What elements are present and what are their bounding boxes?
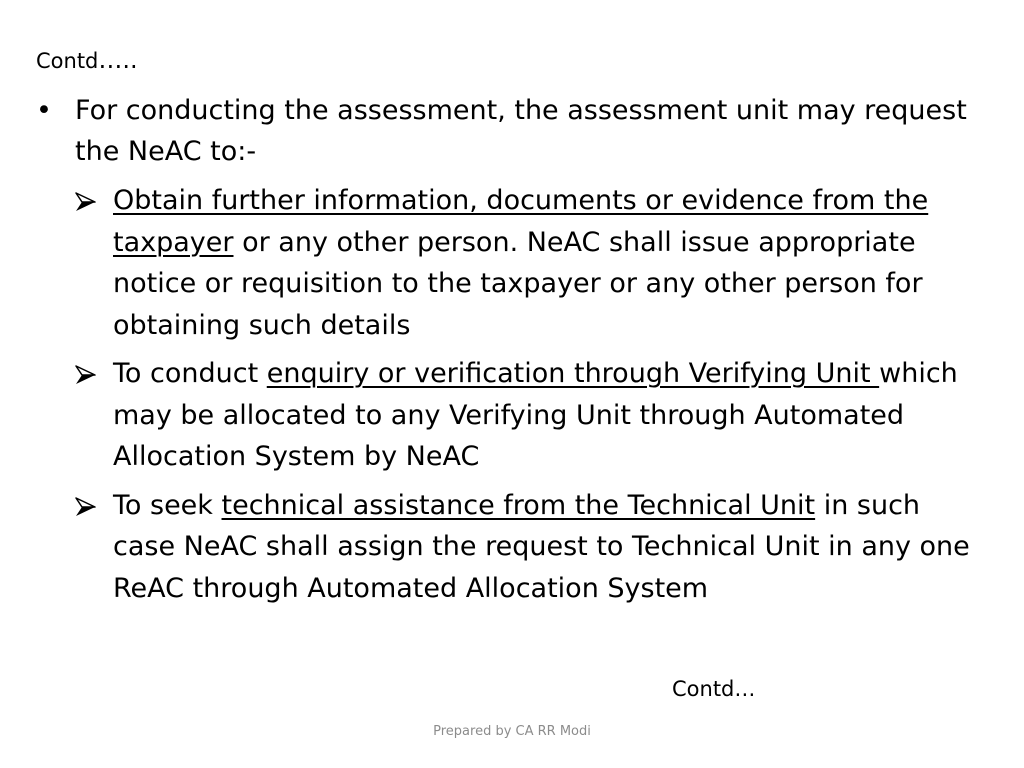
footer-credit: Prepared by CA RR Modi [433,724,591,739]
sub-bullet-item [74,180,984,346]
heading-text: Contd [36,49,99,73]
sub-bullet-underlined: Obtain further information, documents or evidence from the taxpayer [113,185,929,258]
heading-dots: ….. [98,46,138,74]
sub-bullet-underlined: enquiry or verification through Verifying Unit [266,358,880,389]
sub-bullet-item [74,353,984,478]
sub-bullet-text: in such case NeAC shall assign the request to Technical Unit in any one ReAC through Automated Allocation System [113,489,970,604]
sub-bullet-item [74,485,984,610]
slide-heading [36,44,138,77]
contd-label: Contd… [672,677,756,701]
main-bullet-text: For conducting the assessment, the assessment unit may request the NeAC to:- [75,95,967,167]
arrow-bullet-icon [74,485,110,517]
main-bullet [36,90,976,172]
arrow-bullet-icon [74,180,110,212]
sub-bullet-text: or any other person. NeAC shall issue appropriate notice or requisition to the taxpayer or any other person for obtaining such details [113,226,923,341]
sub-bullet-prefix: To conduct [113,358,267,389]
sub-bullet-text: which may be allocated to any Verifying Unit through Automated Allocation System by NeAC [113,358,958,472]
arrow-bullet-icon [74,353,110,385]
sub-bullet-list [74,180,984,616]
sub-bullet-underlined: technical assistance from the Technical Unit [221,489,816,521]
sub-bullet-prefix: To seek [113,489,222,521]
bullet-dot-icon: • [36,95,52,126]
